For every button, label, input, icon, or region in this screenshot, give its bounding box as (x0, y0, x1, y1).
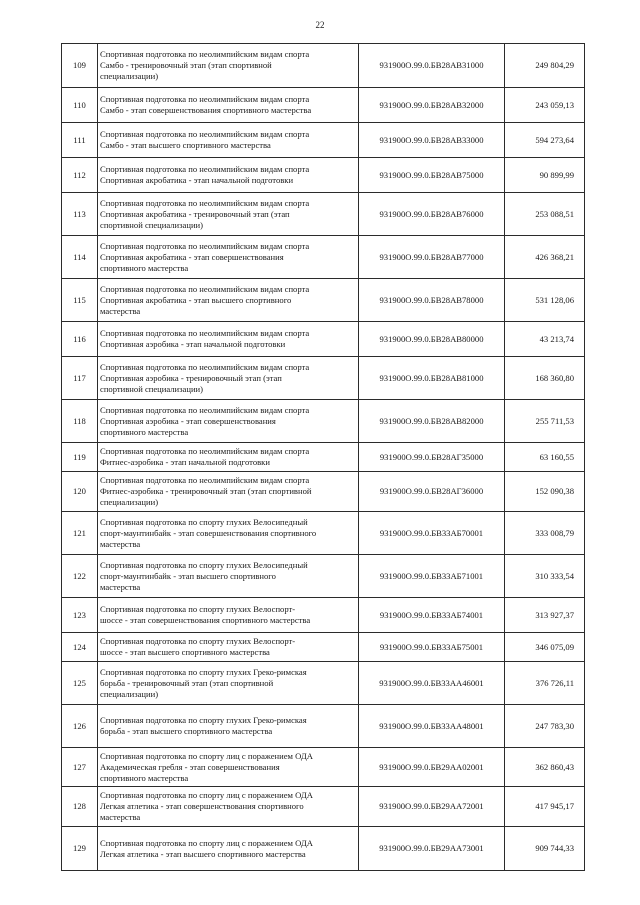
description-line: Спортивная подготовка по спорту глухих Велоспорт- (100, 636, 296, 646)
description-line: борьба - тренировочный этап (этап спортивной (100, 677, 274, 688)
row-code: 931900О.99.0.БВ28АВ76000 (359, 193, 505, 236)
table-row (62, 400, 585, 443)
description-line: Спортивная подготовка по неолимпийским видам спорта (100, 129, 310, 139)
row-number: 112 (62, 158, 98, 193)
row-number: 110 (62, 88, 98, 123)
description-line: Самбо - этап совершенствования спортивного мастерства (100, 105, 312, 115)
table-row (62, 158, 585, 193)
row-description (98, 123, 359, 158)
description-line: Спортивная подготовка по неолимпийским видам спорта (100, 283, 310, 294)
description-line: Спортивная аэробика - тренировочный этап (этап (100, 372, 282, 383)
row-amount: 594 273,64 (505, 123, 585, 158)
description-line: Спортивная подготовка по неолимпийским видам спорта (100, 446, 310, 456)
row-code: 931900О.99.0.БВ29АА72001 (359, 787, 505, 827)
row-amount: 168 360,80 (505, 357, 585, 400)
row-code: 931900О.99.0.БВ28АВ32000 (359, 88, 505, 123)
row-code: 931900О.99.0.БВ28АВ75000 (359, 158, 505, 193)
description-line: Академическая гребля - этап совершенствования (100, 761, 280, 772)
description-line: шоссе - этап высшего спортивного мастерства (100, 647, 270, 657)
row-code: 931900О.99.0.БВ28АГ36000 (359, 472, 505, 512)
description-line: Спортивная подготовка по спорту глухих Велосипедный (100, 559, 308, 570)
description-line: Спортивная подготовка по неолимпийским видам спорта (100, 475, 310, 485)
row-description (98, 512, 359, 555)
services-table (61, 43, 585, 871)
table-row (62, 633, 585, 662)
description-line: спортивного мастерства (100, 772, 189, 783)
row-amount: 333 008,79 (505, 512, 585, 555)
description-line: Спортивная подготовка по спорту лиц с поражением ОДА (100, 837, 313, 848)
description-line: Самбо - тренировочный этап (этап спортивной (100, 60, 272, 70)
row-number: 118 (62, 400, 98, 443)
row-number: 116 (62, 322, 98, 357)
description-line: Спортивная подготовка по неолимпийским видам спорта (100, 94, 310, 104)
description-line: Спортивная аэробика - этап совершенствования (100, 415, 276, 426)
description-line: мастерства (100, 305, 141, 316)
row-number: 120 (62, 472, 98, 512)
table-row (62, 357, 585, 400)
row-amount: 376 726,11 (505, 662, 585, 705)
table-body (62, 44, 585, 871)
row-code: 931900О.99.0.БВ28АВ82000 (359, 400, 505, 443)
row-number: 114 (62, 236, 98, 279)
description-line: мастерства (100, 581, 141, 592)
row-amount: 43 213,74 (505, 322, 585, 357)
row-description (98, 827, 359, 871)
table-row (62, 322, 585, 357)
description-line: специализации) (100, 688, 159, 699)
description-line: специализации) (100, 71, 159, 81)
description-line: спорт-маунтинбайк - этап совершенствования спортивного (100, 527, 317, 538)
row-number: 122 (62, 555, 98, 598)
description-line: спортивного мастерства (100, 426, 189, 437)
row-amount: 249 804,29 (505, 44, 585, 88)
row-number: 128 (62, 787, 98, 827)
description-line: спортивного мастерства (100, 262, 189, 273)
description-line: Спортивная акробатика - этап начальной подготовки (100, 175, 294, 185)
row-code: 931900О.99.0.БВ28АГ35000 (359, 443, 505, 472)
description-line: Самбо - этап высшего спортивного мастерства (100, 140, 271, 150)
row-description (98, 598, 359, 633)
row-code: 931900О.99.0.БВ33АБ75001 (359, 633, 505, 662)
description-line: Спортивная подготовка по неолимпийским видам спорта (100, 49, 310, 59)
description-line: Спортивная подготовка по неолимпийским видам спорта (100, 328, 310, 338)
description-line: борьба - этап высшего спортивного мастерства (100, 726, 273, 736)
row-description (98, 555, 359, 598)
row-code: 931900О.99.0.БВ33АБ71001 (359, 555, 505, 598)
description-line: Фитнес-аэробика - этап начальной подготовки (100, 457, 270, 467)
row-code: 931900О.99.0.БВ28АВ80000 (359, 322, 505, 357)
row-description (98, 236, 359, 279)
description-line: Спортивная подготовка по неолимпийским видам спорта (100, 197, 310, 208)
row-description (98, 787, 359, 827)
table-row (62, 827, 585, 871)
row-amount: 310 333,54 (505, 555, 585, 598)
description-line: мастерства (100, 812, 141, 822)
row-amount: 346 075,09 (505, 633, 585, 662)
table-row (62, 123, 585, 158)
row-amount: 63 160,55 (505, 443, 585, 472)
row-description (98, 472, 359, 512)
description-line: специализации) (100, 497, 159, 507)
description-line: Спортивная акробатика - этап совершенствования (100, 251, 284, 262)
row-amount: 417 945,17 (505, 787, 585, 827)
description-line: Легкая атлетика - этап высшего спортивного мастерства (100, 848, 306, 859)
row-description (98, 705, 359, 748)
description-line: Фитнес-аэробика - тренировочный этап (этап спортивной (100, 486, 312, 496)
row-amount: 152 090,38 (505, 472, 585, 512)
table-row (62, 662, 585, 705)
row-description (98, 88, 359, 123)
row-amount: 255 711,53 (505, 400, 585, 443)
row-code: 931900О.99.0.БВ28АВ77000 (359, 236, 505, 279)
row-amount: 313 927,37 (505, 598, 585, 633)
page-number: 22 (315, 20, 325, 30)
description-line: Спортивная подготовка по неолимпийским видам спорта (100, 404, 310, 415)
row-amount: 362 860,43 (505, 748, 585, 787)
description-line: Спортивная подготовка по спорту лиц с поражением ОДА (100, 790, 313, 800)
row-amount: 426 368,21 (505, 236, 585, 279)
table-row (62, 555, 585, 598)
row-description (98, 748, 359, 787)
row-description (98, 633, 359, 662)
description-line: Спортивная подготовка по неолимпийским видам спорта (100, 361, 310, 372)
table-row (62, 748, 585, 787)
row-number: 119 (62, 443, 98, 472)
row-code: 931900О.99.0.БВ28АВ33000 (359, 123, 505, 158)
table-row (62, 443, 585, 472)
row-number: 115 (62, 279, 98, 322)
table-row (62, 705, 585, 748)
table-row (62, 88, 585, 123)
table-row (62, 787, 585, 827)
row-description (98, 400, 359, 443)
row-description (98, 357, 359, 400)
description-line: шоссе - этап совершенствования спортивного мастерства (100, 615, 311, 625)
description-line: Спортивная подготовка по неолимпийским видам спорта (100, 164, 310, 174)
row-number: 126 (62, 705, 98, 748)
row-number: 127 (62, 748, 98, 787)
table-row (62, 193, 585, 236)
table-row (62, 598, 585, 633)
row-code: 931900О.99.0.БВ33АА48001 (359, 705, 505, 748)
description-line: спорт-маунтинбайк - этап высшего спортивного (100, 570, 276, 581)
description-line: Спортивная подготовка по спорту лиц с поражением ОДА (100, 750, 313, 761)
row-description (98, 158, 359, 193)
description-line: Спортивная акробатика - тренировочный этап (этап (100, 208, 290, 219)
row-amount: 247 783,30 (505, 705, 585, 748)
row-description (98, 44, 359, 88)
description-line: Спортивная подготовка по неолимпийским видам спорта (100, 240, 310, 251)
row-amount: 90 899,99 (505, 158, 585, 193)
row-code: 931900О.99.0.БВ29АА73001 (359, 827, 505, 871)
row-code: 931900О.99.0.БВ28АВ78000 (359, 279, 505, 322)
table-row (62, 44, 585, 88)
row-number: 124 (62, 633, 98, 662)
table-row (62, 472, 585, 512)
description-line: Спортивная подготовка по спорту глухих Велоспорт- (100, 604, 296, 614)
row-code: 931900О.99.0.БВ29АА02001 (359, 748, 505, 787)
table-row (62, 512, 585, 555)
table-row (62, 279, 585, 322)
row-number: 111 (62, 123, 98, 158)
row-description (98, 443, 359, 472)
description-line: Спортивная подготовка по спорту глухих Греко-римская (100, 666, 307, 677)
description-line: Спортивная подготовка по спорту глухих Велосипедный (100, 516, 308, 527)
row-number: 113 (62, 193, 98, 236)
row-code: 931900О.99.0.БВ33АА46001 (359, 662, 505, 705)
table-row (62, 236, 585, 279)
row-description (98, 662, 359, 705)
row-code: 931900О.99.0.БВ28АВ81000 (359, 357, 505, 400)
row-number: 129 (62, 827, 98, 871)
row-description (98, 279, 359, 322)
description-line: Спортивная подготовка по спорту глухих Греко-римская (100, 715, 307, 725)
description-line: спортивной специализации) (100, 383, 204, 394)
description-line: Спортивная аэробика - этап начальной подготовки (100, 339, 286, 349)
row-number: 109 (62, 44, 98, 88)
description-line: Легкая атлетика - этап совершенствования спортивного (100, 801, 304, 811)
row-code: 931900О.99.0.БВ28АВ31000 (359, 44, 505, 88)
row-amount: 243 059,13 (505, 88, 585, 123)
row-code: 931900О.99.0.БВ33АБ70001 (359, 512, 505, 555)
row-amount: 253 088,51 (505, 193, 585, 236)
description-line: спортивной специализации) (100, 219, 204, 230)
row-number: 123 (62, 598, 98, 633)
description-line: Спортивная акробатика - этап высшего спортивного (100, 294, 292, 305)
row-amount: 909 744,33 (505, 827, 585, 871)
row-description (98, 322, 359, 357)
description-line: мастерства (100, 538, 141, 549)
row-number: 121 (62, 512, 98, 555)
row-amount: 531 128,06 (505, 279, 585, 322)
row-number: 125 (62, 662, 98, 705)
row-number: 117 (62, 357, 98, 400)
row-description (98, 193, 359, 236)
row-code: 931900О.99.0.БВ33АБ74001 (359, 598, 505, 633)
